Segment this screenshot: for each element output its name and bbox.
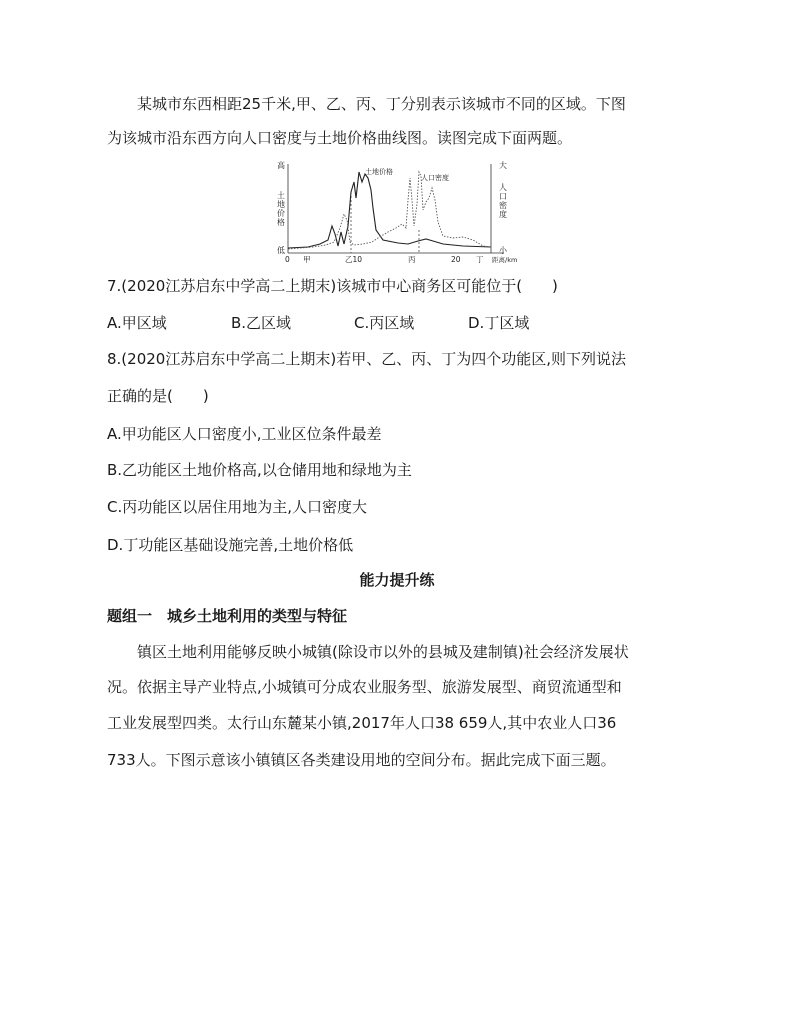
group-title: 题组一 城乡土地利用的类型与特征 (107, 607, 348, 625)
legend-land-price: 土地价格 (365, 168, 393, 176)
right-axis-label-1: 人 (499, 183, 507, 192)
question-8-stem-line-1: 8.(2020江苏启东中学高二上期末)若甲、乙、丙、丁为四个功能区,则下列说法 (107, 350, 626, 368)
left-axis-label-4: 格 (277, 218, 285, 227)
left-axis-label-3: 价 (277, 209, 285, 218)
question-7-option-d: D.丁区域 (468, 314, 530, 332)
x-tick-bing: 丙 (408, 255, 416, 264)
population-density-curve (288, 172, 491, 249)
passage-2-line-1: 镇区土地利用能够反映小城镇(除设市以外的县城及建制镇)社会经济发展状 (137, 643, 629, 661)
x-tick-0: 0 (285, 255, 290, 264)
left-axis-bottom-label: 低 (277, 246, 285, 255)
passage-2-line-4: 733人。下图示意该小镇镇区各类建设用地的空间分布。据此完成下面三题。 (107, 751, 616, 769)
x-tick-ding: 丁 (476, 255, 484, 264)
question-7-stem: 7.(2020江苏启东中学高二上期末)该城市中心商务区可能位于( ) (107, 277, 558, 295)
question-8-option-d: D.丁功能区基础设施完善,土地价格低 (107, 536, 354, 554)
right-axis-label-2: 口 (499, 192, 507, 201)
land-price-curve (288, 172, 491, 248)
land-price-population-density-figure (268, 160, 530, 264)
question-7-option-b: B.乙区域 (231, 314, 292, 332)
x-axis-unit: 距离/km (492, 256, 518, 264)
section-title: 能力提升练 (359, 571, 435, 589)
left-axis-label-2: 地 (277, 200, 285, 209)
left-axis-top-label: 高 (277, 161, 285, 170)
right-axis-bottom-label: 小 (499, 246, 507, 255)
x-tick-20: 20 (451, 255, 461, 264)
question-7-option-a: A.甲区域 (107, 314, 167, 332)
x-tick-yi-10: 乙10 (345, 255, 363, 264)
passage-2-line-3: 工业发展型四类。太行山东麓某小镇,2017年人口38 659人,其中农业人口36 (107, 714, 617, 732)
question-8-option-b: B.乙功能区土地价格高,以仓储用地和绿地为主 (107, 461, 412, 479)
right-axis-top-label: 大 (499, 161, 507, 170)
passage-1-line-1: 某城市东西相距25千米,甲、乙、丙、丁分别表示该城市不同的区域。下图 (137, 95, 626, 113)
question-8-option-a: A.甲功能区人口密度小,工业区位条件最差 (107, 425, 382, 443)
passage-2-line-2: 况。依据主导产业特点,小城镇可分成农业服务型、旅游发展型、商贸流通型和 (107, 678, 622, 696)
left-axis-label-1: 土 (277, 191, 285, 200)
passage-1-line-2: 为该城市沿东西方向人口密度与土地价格曲线图。读图完成下面两题。 (107, 129, 573, 147)
question-8-option-c: C.丙功能区以居住用地为主,人口密度大 (107, 498, 368, 516)
question-8-stem-line-2: 正确的是( ) (107, 387, 209, 405)
question-7-option-c: C.丙区域 (354, 314, 415, 332)
legend-population-density: 人口密度 (421, 174, 449, 182)
x-tick-jia: 甲 (303, 255, 311, 264)
right-axis-label-4: 度 (499, 210, 507, 219)
right-axis-label-3: 密 (499, 201, 507, 210)
